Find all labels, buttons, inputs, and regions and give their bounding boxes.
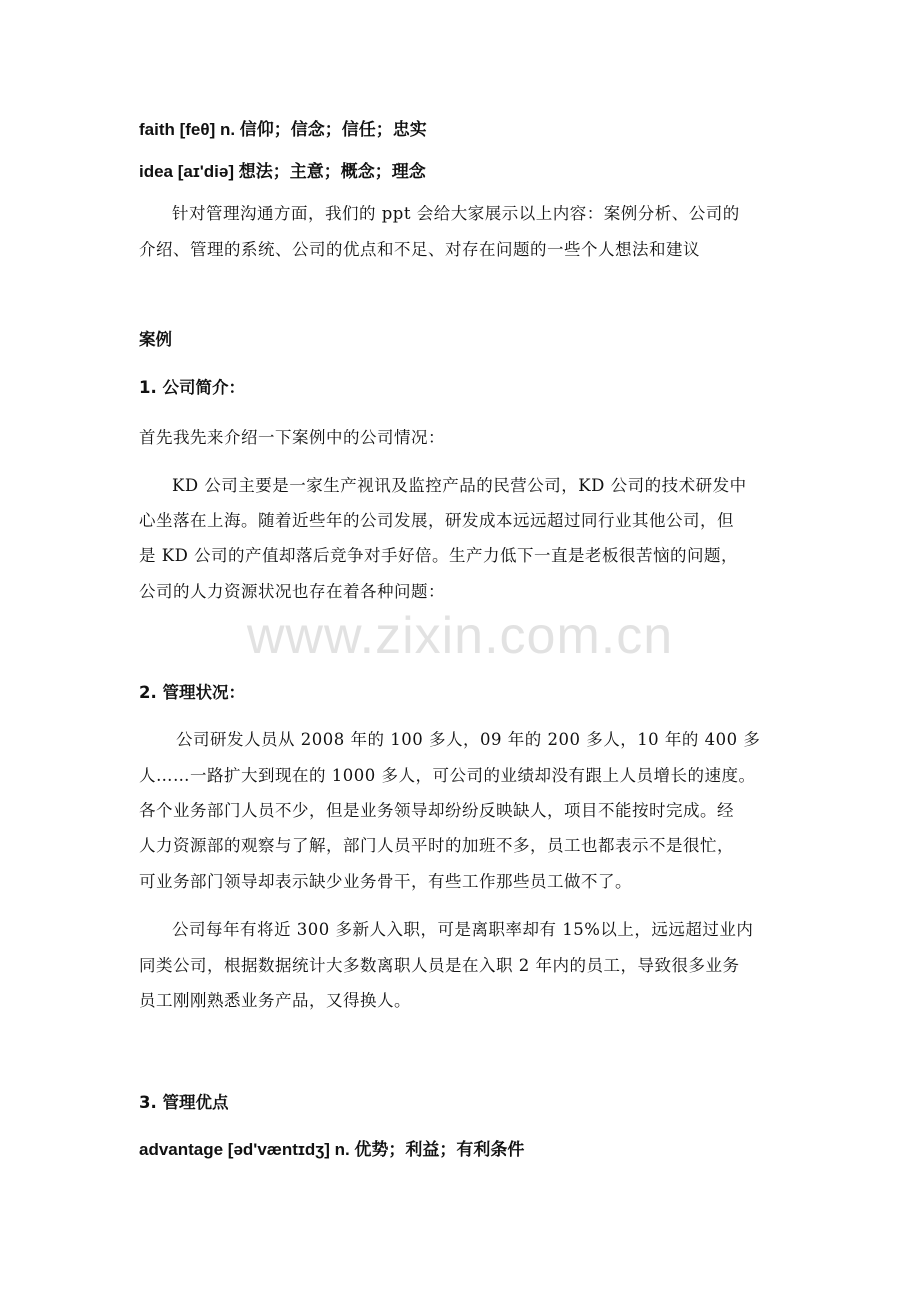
section1-para-line-4: 公司的人力资源状况也存在着各种问题： (139, 582, 445, 601)
section2-para2-line-3: 员工刚刚熟悉业务产品，又得换人。 (139, 991, 411, 1010)
section1-para-line-3: 是 KD 公司的产值却落后竞争对手好倍。生产力低下一直是老板很苦恼的问题， (139, 546, 739, 565)
watermark: www.zixin.com.cn (246, 607, 674, 665)
section-heading-company-intro: 1. 公司简介： (139, 378, 245, 397)
vocab-advantage: advantage [əd'væntɪdʒ] n. 优势；利益；有利条件 (139, 1140, 525, 1159)
section2-para1-line-5: 可业务部门领导却表示缺少业务骨干，有些工作那些员工做不了。 (139, 872, 632, 891)
intro-line-1: 针对管理沟通方面，我们的 ppt 会给大家展示以上内容：案例分析、公司的 (172, 204, 740, 223)
case-title: 案例 (139, 330, 172, 349)
section-heading-management-status: 2. 管理状况： (139, 683, 245, 702)
vocab-faith: faith [feθ] n. 信仰；信念；信任；忠实 (139, 120, 427, 139)
section2-para2-line-2: 同类公司，根据数据统计大多数离职人员是在入职 2 年内的员工，导致很多业务 (139, 956, 740, 975)
section2-para2-line-1: 公司每年有将近 300 多新人入职，可是离职率却有 15%以上，远远超过业内 (172, 920, 754, 939)
section1-lead: 首先我先来介绍一下案例中的公司情况： (139, 428, 445, 447)
section1-para-line-2: 心坐落在上海。随着近些年的公司发展，研发成本远远超过同行业其他公司，但 (139, 511, 734, 530)
section-heading-management-advantages: 3. 管理优点 (139, 1093, 229, 1112)
section2-para1-line-2: 人……一路扩大到现在的 1000 多人，可公司的业绩却没有跟上人员增长的速度。 (139, 766, 756, 785)
section1-para-line-1: KD 公司主要是一家生产视讯及监控产品的民营公司，KD 公司的技术研发中 (172, 476, 747, 495)
section2-para1-line-1: 公司研发人员从 2008 年的 100 多人，09 年的 200 多人，10 年的 400 多 (176, 730, 761, 749)
intro-line-2: 介绍、管理的系统、公司的优点和不足、对存在问题的一些个人想法和建议 (139, 240, 700, 259)
vocab-idea: idea [aɪ'diə] 想法；主意；概念；理念 (139, 162, 426, 181)
section2-para1-line-3: 各个业务部门人员不少，但是业务领导却纷纷反映缺人，项目不能按时完成。经 (139, 801, 734, 820)
section2-para1-line-4: 人力资源部的观察与了解，部门人员平时的加班不多，员工也都表示不是很忙， (139, 836, 734, 855)
